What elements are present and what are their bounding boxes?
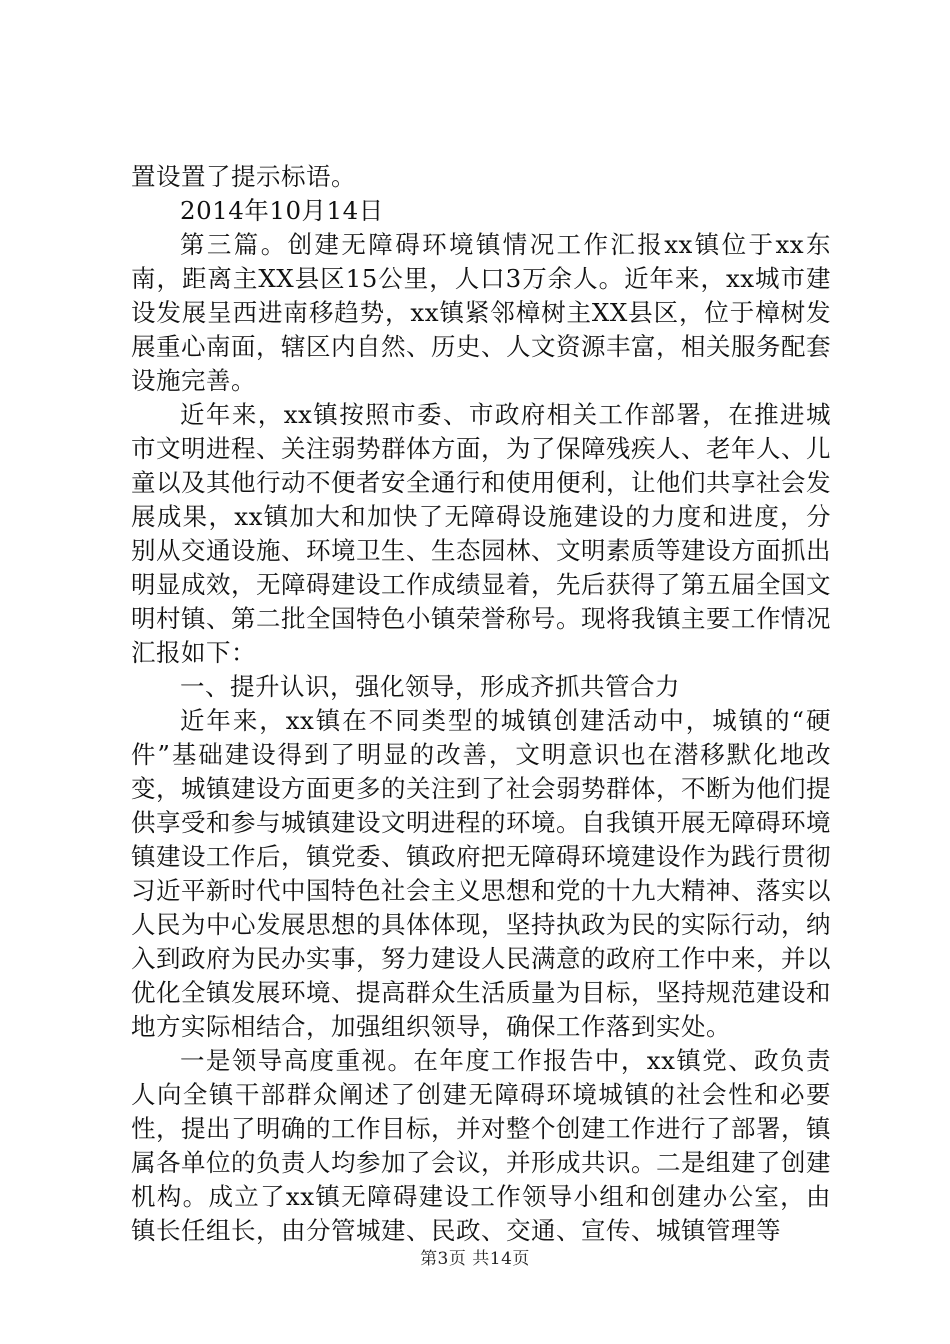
paragraph-leadership: 一是领导高度重视。在年度工作报告中，xx镇党、政负责人向全镇干部群众阐述了创建无障碍环境城镇的社会性和必要性，提出了明确的工作目标，并对整个创建工作进行了部署，镇属各单位的负责人均参加了会议，并形成共识。二是组建了创建机构。成立了xx镇无障碍建设工作领导小组和创建办公室，由镇长任组长，由分管城建、民政、交通、宣传、城镇管理等 bbox=[131, 1046, 831, 1245]
paragraph-date: 2014年10月14日 bbox=[180, 196, 384, 225]
paragraph-intro: 第三篇。创建无障碍环境镇情况工作汇报xx镇位于xx东南，距离主XX县区15公里，人口3万余人。近年来，xx城市建设发展呈西进南移趋势，xx镇紧邻樟树主XX县区，位于樟树发展重心南面，辖区内自然、历史、人文资源丰富，相关服务配套设施完善。 bbox=[131, 230, 831, 395]
paragraph-continuation: 置设置了提示标语。 bbox=[131, 162, 356, 191]
document-body bbox=[131, 160, 831, 1248]
section-heading: 一、提升认识，强化领导，形成齐抓共管合力 bbox=[180, 672, 680, 701]
paragraph-overview: 近年来，xx镇按照市委、市政府相关工作部署，在推进城市文明进程、关注弱势群体方面，为了保障残疾人、老年人、儿童以及其他行动不便者安全通行和使用便利，让他们共享社会发展成果，xx镇加大和加快了无障碍设施建设的力度和进度，分别从交通设施、环境卫生、生态园林、文明素质等建设方面抓出明显成效，无障碍建设工作成绩显着，先后获得了第五届全国文明村镇、第二批全国特色小镇荣誉称号。现将我镇主要工作情况汇报如下： bbox=[131, 400, 831, 667]
page-number-footer: 第3页 共14页 bbox=[420, 1249, 530, 1269]
paragraph-section-body: 近年来，xx镇在不同类型的城镇创建活动中，城镇的“硬件”基础建设得到了明显的改善，文明意识也在潜移默化地改变，城镇建设方面更多的关注到了社会弱势群体，不断为他们提供享受和参与城镇建设文明进程的环境。自我镇开展无障碍环境镇建设工作后，镇党委、镇政府把无障碍环境建设作为践行贯彻习近平新时代中国特色社会主义思想和党的十九大精神、落实以人民为中心发展思想的具体体现，坚持执政为民的实际行动，纳入到政府为民办实事，努力建设人民满意的政府工作中来，并以优化全镇发展环境、提高群众生活质量为目标，坚持规范建设和地方实际相结合，加强组织领导，确保工作落到实处。 bbox=[131, 706, 831, 1041]
